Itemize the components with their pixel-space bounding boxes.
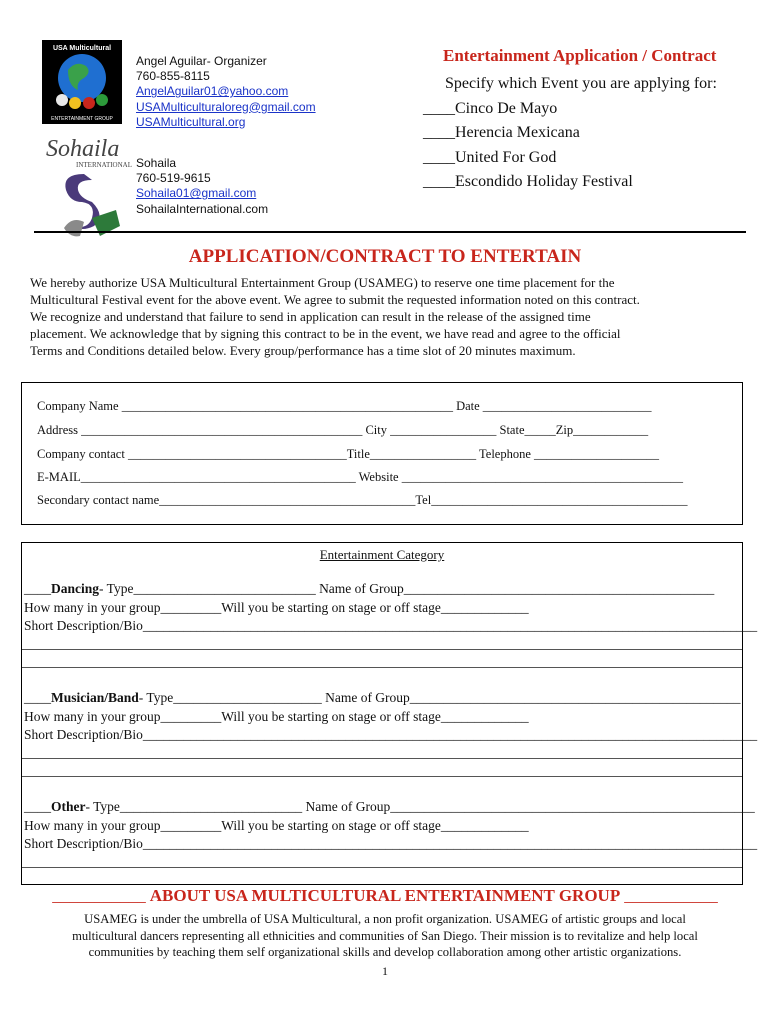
- musician-count-field[interactable]: How many in your group_________Will you be starting on stage or off stage_____________: [24, 709, 529, 724]
- about-title-rule: ___________: [624, 886, 718, 905]
- email-website-field[interactable]: E-MAIL____________________________________________ Website _____________________________________________: [37, 470, 683, 484]
- sohaila-name: Sohaila: [136, 156, 177, 170]
- header-divider: [34, 231, 746, 233]
- dancing-label: Dancing: [51, 581, 100, 596]
- other-type-group-field[interactable]: - Type___________________________ Name of Group______________________________________________________: [85, 799, 755, 814]
- sohaila-phone: 760-519-9615: [136, 171, 211, 186]
- about-heading: [0, 886, 770, 906]
- dancing-bio-line[interactable]: [22, 649, 742, 650]
- other-bio-line[interactable]: [22, 867, 742, 868]
- about-line: communities by teaching them self organizational skills and develop collaboration among other artistic organizations.: [88, 945, 682, 959]
- about-line: USAMEG is under the umbrella of USA Multicultural, a non profit organization. USAMEG of artistic groups and local: [84, 912, 686, 926]
- event-option-herencia-mexicana[interactable]: ____Herencia Mexicana: [423, 124, 580, 141]
- contact-title-telephone-field[interactable]: Company contact ___________________________________Title_________________ Telephone ____________________: [37, 447, 660, 461]
- contract-text: [30, 274, 745, 359]
- musician-type-row[interactable]: [24, 690, 741, 706]
- organizer-name: Angel Aguilar- Organizer: [136, 54, 267, 68]
- other-label: Other: [51, 799, 86, 814]
- contract-line: Terms and Conditions detailed below. Every group/performance has a time slot of 20 minutes maximum.: [30, 343, 576, 358]
- dancing-bio-field[interactable]: Short Description/Bio___________________________________________________________________________________________: [24, 618, 758, 633]
- about-title: ABOUT USA MULTICULTURAL ENTERTAINMENT GROUP: [149, 886, 621, 905]
- musician-bio-line[interactable]: [22, 776, 742, 777]
- event-selection: [423, 72, 717, 195]
- usa-multicultural-logo: [42, 40, 122, 124]
- company-name-date-field[interactable]: Company Name _____________________________________________________ Date ___________________________: [37, 399, 652, 413]
- svg-text:ENTERTAINMENT GROUP: ENTERTAINMENT GROUP: [51, 116, 113, 122]
- about-text: [0, 911, 770, 961]
- dancing-type-row[interactable]: [24, 581, 714, 597]
- musician-checkbox-line[interactable]: ____: [24, 690, 51, 705]
- usamulticultural-email-link[interactable]: USAMulticulturaloreg@gmail.com: [136, 99, 316, 114]
- contract-line: We hereby authorize USA Multicultural Entertainment Group (USAMEG) to reserve one time placement for the: [30, 275, 615, 290]
- contract-line: Multicultural Festival event for the above event. We agree to submit the requested information noted on this contract.: [30, 292, 640, 307]
- entertainment-category-title: Entertainment Category: [319, 547, 445, 562]
- contract-title: APPLICATION/CONTRACT TO ENTERTAIN: [188, 246, 582, 267]
- dancing-checkbox-line[interactable]: ____: [24, 581, 51, 596]
- other-bio-field[interactable]: Short Description/Bio___________________________________________________________________________________________: [24, 836, 758, 851]
- about-line: multicultural dancers representing all ethnicities and communities of San Diego. Their mission is to revitalize and help local: [72, 928, 698, 943]
- event-prompt: Specify which Event you are applying for:: [445, 75, 717, 92]
- organizer-phone: 760-855-8115: [136, 69, 210, 84]
- sohaila-contact: [136, 156, 268, 217]
- dancing-bio-line[interactable]: [22, 667, 742, 668]
- musician-bio-line[interactable]: [22, 758, 742, 759]
- musician-bio-field[interactable]: Short Description/Bio___________________________________________________________________________________________: [24, 727, 758, 742]
- svg-text:USA Multicultural: USA Multicultural: [52, 45, 112, 52]
- dancing-count-field[interactable]: How many in your group_________Will you be starting on stage or off stage_____________: [24, 600, 529, 615]
- musician-label: Musician/Band: [51, 690, 139, 705]
- sohaila-email-link[interactable]: Sohaila01@gmail.com: [136, 186, 257, 201]
- application-title: Entertainment Application / Contract: [443, 46, 717, 65]
- entertainment-category-form: [21, 542, 758, 885]
- other-checkbox-line[interactable]: ____: [24, 799, 51, 814]
- svg-text:Sohaila: Sohaila: [46, 136, 120, 162]
- company-info-form: [21, 382, 743, 525]
- organizer-contact: [136, 54, 316, 130]
- usamulticultural-website-link[interactable]: USAMulticultural.org: [136, 114, 246, 129]
- organizer-email-link[interactable]: AngelAguilar01@yahoo.com: [136, 84, 289, 99]
- about-title-rule: ___________: [52, 886, 146, 905]
- secondary-contact-tel-field[interactable]: Secondary contact name_________________________________________Tel_________________________________________: [37, 493, 688, 507]
- other-type-row[interactable]: [24, 799, 755, 815]
- sohaila-international-logo: [44, 132, 132, 242]
- other-count-field[interactable]: How many in your group_________Will you be starting on stage or off stage_____________: [24, 818, 529, 833]
- dancing-type-group-field[interactable]: - Type___________________________ Name of Group______________________________________________: [99, 581, 715, 596]
- musician-type-group-field[interactable]: - Type______________________ Name of Group_________________________________________________: [138, 690, 741, 705]
- event-option-escondido-holiday[interactable]: ____Escondido Holiday Festival: [423, 173, 633, 190]
- contract-line: We recognize and understand that failure to send in application can result in the release of the assigned time: [30, 309, 591, 324]
- sohaila-website: SohailaInternational.com: [136, 201, 269, 216]
- event-option-united-for-god[interactable]: ____United For God: [423, 148, 557, 166]
- event-option-cinco-de-mayo[interactable]: ____Cinco De Mayo: [423, 99, 558, 117]
- address-city-state-zip-field[interactable]: Address _____________________________________________ City _________________ State_____Zip____________: [37, 423, 649, 437]
- page-number: 1: [382, 964, 388, 978]
- svg-text:INTERNATIONAL: INTERNATIONAL: [76, 161, 132, 169]
- contract-line: placement. We acknowledge that by signing this contract to be in the event, we have read and agree to the official: [30, 326, 621, 341]
